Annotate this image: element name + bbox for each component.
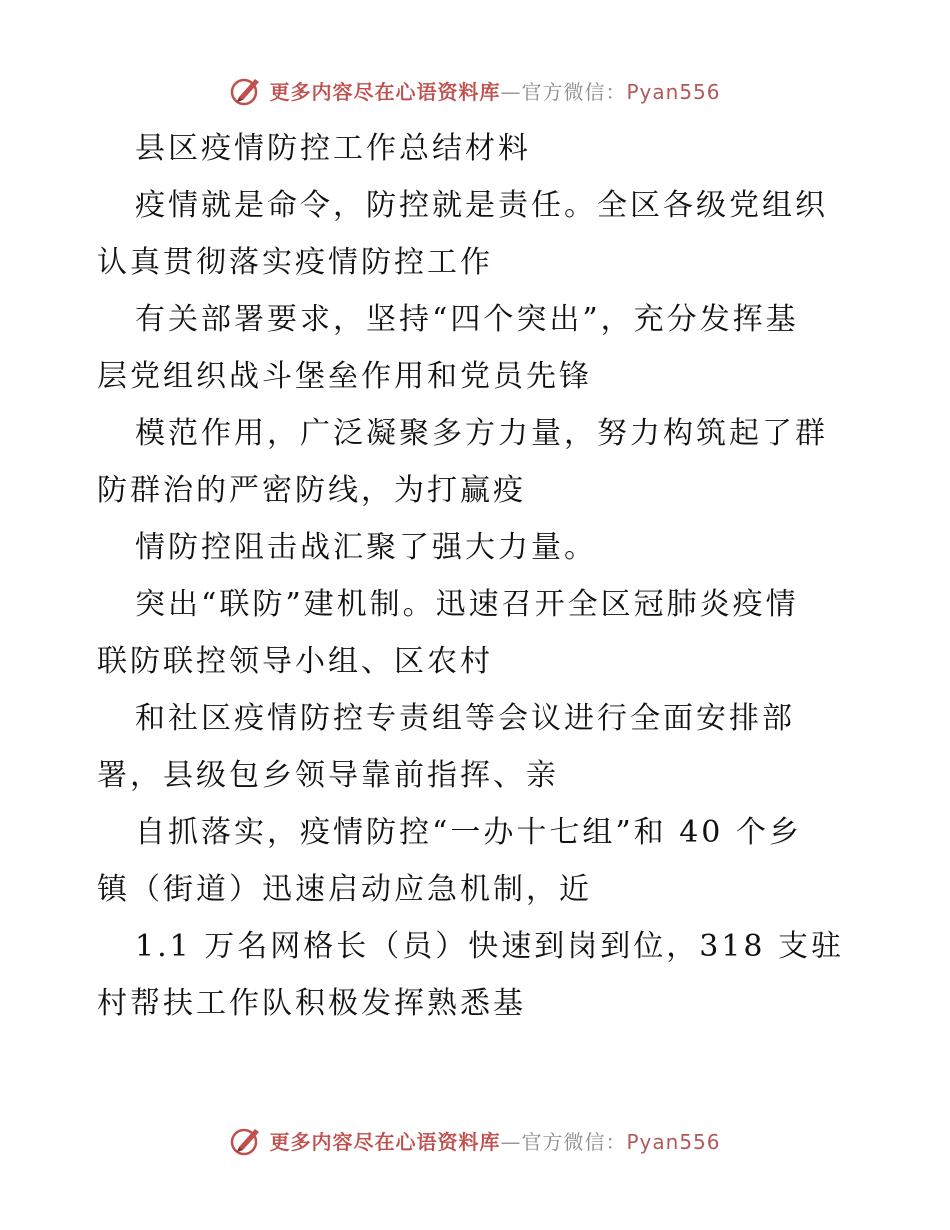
text-line: 模范作用，广泛凝聚多方力量，努力构筑起了群	[135, 416, 828, 451]
text-line: 情防控阻击战汇聚了强大力量。	[135, 530, 597, 565]
text-line: 自抓落实，疫情防控“一办十七组”和 40 个乡	[135, 815, 802, 850]
text-line: 1.1 万名网格长（员）快速到岗到位，318 支驻	[135, 929, 845, 964]
text-line: 突出“联防”建机制。迅速召开全区冠肺炎疫情	[135, 587, 799, 622]
text-line: 和社区疫情防控专责组等会议进行全面安排部	[135, 701, 795, 736]
watermark-text	[269, 1126, 720, 1155]
text-line: 联防联控领导小组、区农村	[97, 644, 493, 679]
text-line: 县区疫情防控工作总结材料	[135, 131, 531, 166]
text-line: 有关部署要求，坚持“四个突出”，充分发挥基	[135, 302, 799, 337]
text-line: 镇（街道）迅速启动应急机制，近	[97, 872, 592, 907]
watermark-official: 官方微信：	[521, 1129, 627, 1154]
text-line: 署，县级包乡领导靠前指挥、亲	[97, 758, 559, 793]
text-line: 村帮扶工作队积极发挥熟悉基	[97, 986, 526, 1021]
watermark-footer	[0, 1120, 950, 1160]
watermark-text	[269, 76, 720, 105]
watermark-official: 官方微信：	[521, 79, 627, 104]
text-line: 认真贯彻落实疫情防控工作	[97, 245, 493, 280]
watermark-separator: —	[500, 1129, 522, 1154]
watermark-separator: —	[500, 79, 522, 104]
watermark-header	[0, 70, 950, 110]
watermark-account: Pyan556	[626, 79, 721, 104]
watermark-brand: 更多内容尽在心语资料库	[269, 1129, 501, 1154]
text-line: 疫情就是命令，防控就是责任。全区各级党组织	[135, 188, 828, 223]
pen-logo-icon	[229, 73, 263, 107]
document-body	[97, 120, 857, 1032]
text-line: 层党组织战斗堡垒作用和党员先锋	[97, 359, 592, 394]
watermark-brand: 更多内容尽在心语资料库	[269, 79, 501, 104]
text-line: 防群治的严密防线，为打赢疫	[97, 473, 526, 508]
pen-logo-icon	[229, 1123, 263, 1157]
watermark-account: Pyan556	[626, 1129, 721, 1154]
